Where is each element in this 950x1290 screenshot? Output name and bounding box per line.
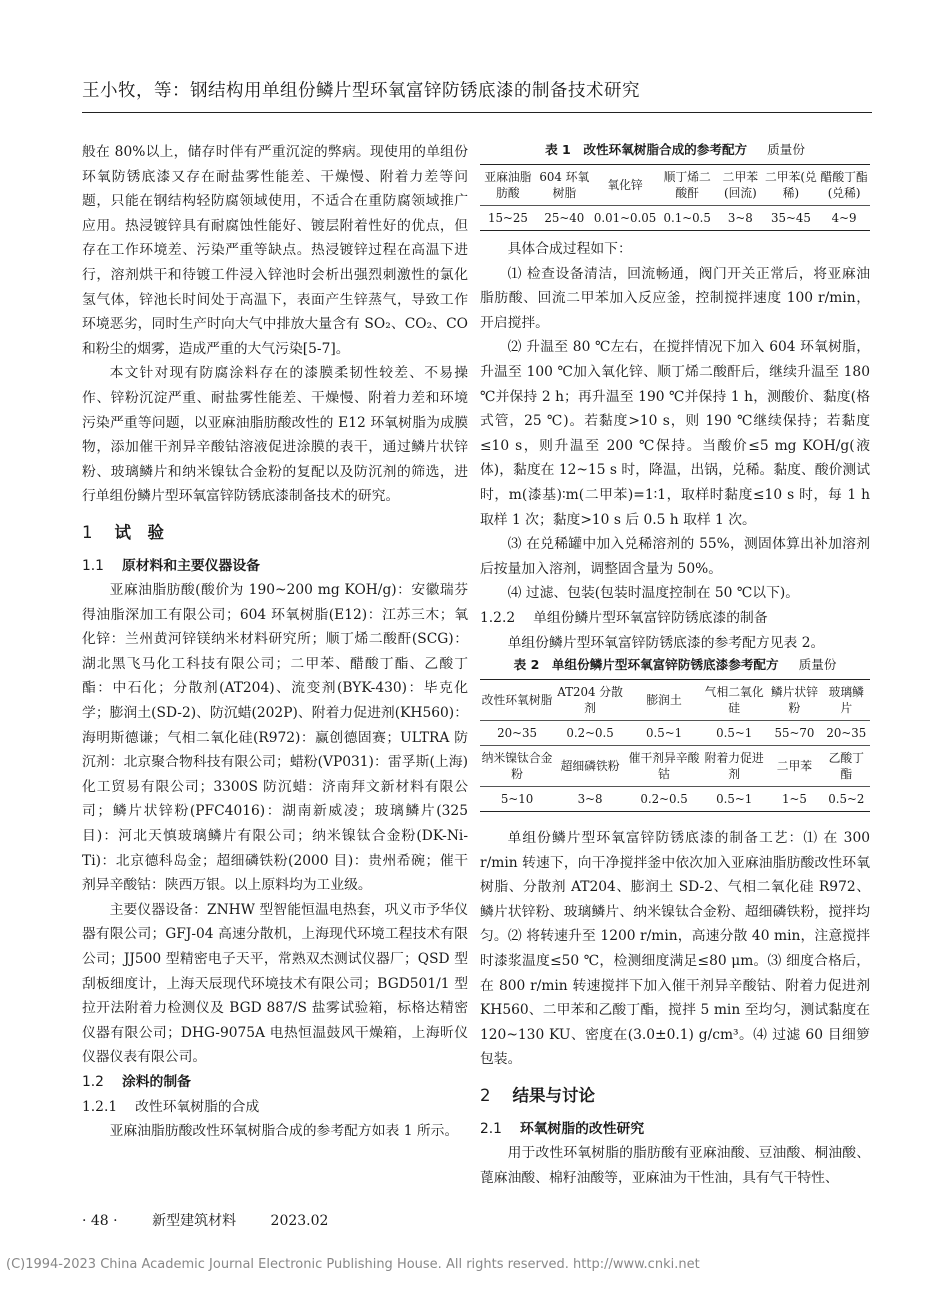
- journal-name: 新型建筑材料: [152, 1213, 237, 1229]
- table-cell: 55~70: [766, 721, 822, 746]
- section-heading-1: 1 试 验: [82, 522, 164, 542]
- table-header-cell: 改性环氧树脂: [480, 680, 554, 721]
- table-header-cell: 顺丁烯二酸酐: [657, 165, 717, 206]
- table-header-cell: 二甲苯(回流): [717, 165, 763, 206]
- table-cell: 35~45: [770, 211, 811, 225]
- table-header-cell: 膨润土: [626, 680, 702, 721]
- table-cell: 3~8: [727, 211, 753, 225]
- table-cell: 4~9: [831, 211, 857, 225]
- table-header-cell: 醋酸丁酯(兑稀): [818, 165, 870, 206]
- section-heading-1-2-1: 1.2.1 改性环氧树脂的合成: [82, 1098, 260, 1115]
- table-1-caption: 表 1 改性环氧树脂合成的参考配方 质量份: [545, 142, 805, 157]
- table-cell: 0.5~1: [716, 792, 753, 807]
- table-header-cell: 氧化锌: [593, 165, 657, 206]
- table-header-cell: 二甲苯: [766, 746, 822, 787]
- table-cell: 0.2~0.5: [554, 721, 626, 746]
- left-column: [82, 140, 468, 1144]
- table-cell: 20~35: [480, 721, 554, 746]
- section-heading-1-2-2: 1.2.2 单组份鳞片型环氧富锌防锈底漆的制备: [480, 609, 768, 626]
- table-header-cell: 纳米镍钛合金粉: [480, 746, 554, 787]
- paragraph: 本文针对现有防腐涂料存在的漆膜柔韧性较差、不易操作、锌粉沉淀严重、耐盐雾性能差、干燥慢、附着力差和环境污染严重等问题，以亚麻油脂肪酸改性的 E12 环氧树脂为成膜物，添加催干剂异辛酸钴溶液促进涂膜的表干，通过鳞片状锌粉、玻璃鳞片和纳米镍钛合金粉的复配以及防沉剂的筛选，进行单组份鳞片型环氧富锌防锈底漆制备技术的研究。: [82, 365, 468, 505]
- table-cell: 0.5~2: [828, 792, 865, 807]
- table-2-caption: 表 2 单组份鳞片型环氧富锌防锈底漆参考配方 质量份: [513, 657, 837, 673]
- step-2: ⑵ 升温至 80 ℃左右，在搅拌情况下加入 604 环氧树脂，升温至 100 ℃加入氧化锌、顺丁烯二酸酐后，继续升温至 180 ℃并保持 2 h；再升温至 190 ℃并保持 1 h，测酸价、黏度(格式管，25 ℃)。若黏度>10 s，则 190 ℃继续保持；若黏度≤10 s，则升温至 200 ℃保持。当酸价≤5 mg KOH/g(液体)，黏度在 12~15 s 时，降温，出锅，兑稀。黏度、酸价测试时，m(漆基)∶m(二甲苯)=1∶1，取样时黏度≤10 s 时，每 1 h 取样 1 次；黏度>10 s 后 0.5 h 取样 1 次。: [480, 339, 870, 528]
- paragraph: 具体合成过程如下：: [507, 241, 632, 257]
- paragraph: 亚麻油脂肪酸改性环氧树脂合成的参考配方如表 1 所示。: [109, 1123, 459, 1140]
- paragraph: 亚麻油脂肪酸(酸价为 190~200 mg KOH/g)：安徽瑞芬得油脂深加工有限公司；604 环氧树脂(E12)：江苏三木；氧化锌：兰州黄河锌镁纳米材料研究所；顺丁烯二酸酐(SCG)：湖北黑飞马化工科技有限公司；二甲苯、醋酸丁酯、乙酸丁酯：中石化；分散剂(AT204)、流变剂(BYK-430)：毕克化学；膨润土(SD-2)、防沉蜡(202P)、附着力促进剂(KH560)：海明斯德谦；气相二氧化硅(R972)：赢创德固赛；ULTRA 防沉剂：北京聚合物科技有限公司；蜡粉(VP031)：雷孚斯(上海)化工贸易有限公司；3300S 防沉蜡：济南拜文新材料有限公司；鳞片状锌粉(PFC4016)：湖南新威凌；玻璃鳞片(325 目)：河北天慎玻璃鳞片有限公司；纳米镍钛合金粉(DK-Ni-Ti)：北京德科岛金；超细磷铁粉(2000 目)：贵州希碗；催干剂异辛酸钴：陕西万银。以上原料均为工业级。: [82, 582, 468, 894]
- table-header-cell: 超细磷铁粉: [554, 746, 626, 787]
- table-cell: 1~5: [781, 792, 807, 807]
- running-header: 王小牧，等：钢结构用单组份鳞片型环氧富锌防锈底漆的制备技术研究: [82, 81, 640, 101]
- section-heading-2: 2 结果与讨论: [480, 1086, 595, 1106]
- step-1: ⑴ 检查设备清洁，回流畅通，阀门开关正常后，将亚麻油脂肪酸、回流二甲苯加入反应釜，控制搅拌速度 100 r/min，开启搅拌。: [480, 265, 870, 331]
- table-2: [480, 679, 870, 812]
- table-header-cell: 催干剂异辛酸钴: [626, 746, 702, 787]
- page-number: · 48 ·: [82, 1213, 118, 1229]
- step-4: ⑷ 过滤、包装(包装时温度控制在 50 ℃以下)。: [507, 585, 800, 602]
- page-footer: [82, 1210, 358, 1230]
- table-cell: 5~10: [500, 792, 534, 807]
- issue-date: 2023.02: [270, 1213, 329, 1229]
- section-heading-2-1: 2.1 环氧树脂的改性研究: [480, 1120, 645, 1137]
- paragraph: 单组份鳞片型环氧富锌防锈底漆的参考配方见表 2。: [507, 634, 825, 651]
- copyright-watermark: (C)1994-2023 China Academic Journal Electronic Publishing House. All rights reserved. http://www.cnki.net: [6, 1257, 700, 1272]
- table-cell: 15~25: [487, 211, 528, 225]
- paragraph: 用于改性环氧树脂的脂肪酸有亚麻油酸、豆油酸、桐油酸、蓖麻油酸、棉籽油酸等，亚麻油为干性油，具有气干特性、: [480, 1145, 870, 1186]
- section-heading-1-1: 1.1 原材料和主要仪器设备: [82, 557, 260, 574]
- section-heading-1-2: 1.2 涂料的制备: [82, 1073, 191, 1090]
- right-column: [480, 140, 870, 1190]
- table-header-cell: 604 环氧树脂: [536, 165, 593, 206]
- table-header-cell: 亚麻油脂肪酸: [480, 165, 536, 206]
- step-3: ⑶ 在兑稀罐中加入兑稀溶剂的 55%，测固体算出补加溶剂后按量加入溶剂，调整固含量为 50%。: [480, 536, 870, 577]
- paragraph: 般在 80%以上，储存时伴有严重沉淀的弊病。现使用的单组份环氧防锈底漆又存在耐盐雾性能差、干燥慢、附着力差等问题，只能在钢结构轻防腐领域使用，不适合在重防腐领域推广应用。热浸镀锌具有耐腐蚀性能好、镀层附着性好的优点，但存在工作环境差、污染严重等缺点。热浸镀锌过程在高温下进行，溶剂烘干和待镀工件浸入锌池时会析出强烈刺激性的氯化氢气体，锌池长时间处于高温下，表面产生锌蒸气，导致工作环境恶劣，同时生产时向大气中排放大量含有 SO₂、CO₂、CO 和粉尘的烟雾，造成严重的大气污染[5-7]。: [82, 144, 468, 357]
- table-header-cell: 玻璃鳞片: [823, 680, 870, 721]
- table-cell: 3~8: [577, 792, 603, 807]
- table-cell: 0.2~0.5: [640, 792, 688, 807]
- table-cell: 20~35: [823, 721, 870, 746]
- paragraph: 主要仪器设备：ZNHW 型智能恒温电热套，巩义市予华仪器有限公司；GFJ-04 高速分散机，上海现代环境工程技术有限公司；JJ500 型精密电子天平，常熟双杰测试仪器厂；QSD 型刮板细度计，上海天辰现代环境技术有限公司；BGD501/1 型拉开法附着力检测仪及 BGD 887/S 盐雾试验箱，标格达精密仪器有限公司；DHG-9075A 电热恒温鼓风干燥箱，上海昕仪仪器仪表有限公司。: [82, 901, 468, 1066]
- table-cell: 0.01~0.05: [593, 211, 657, 225]
- table-header-cell: 鳞片状锌粉: [766, 680, 822, 721]
- table-header-cell: 二甲苯(兑稀): [764, 165, 819, 206]
- table-header-cell: 气相二氧化硅: [702, 680, 766, 721]
- table-cell: 0.5~1: [702, 721, 766, 746]
- paragraph: 单组份鳞片型环氧富锌防锈底漆的制备工艺：⑴ 在 300 r/min 转速下，向干净搅拌釜中依次加入亚麻油脂肪酸改性环氧树脂、分散剂 AT204、膨润土 SD-2、气相二氧化硅 R972、鳞片状锌粉、玻璃鳞片、纳米镍钛合金粉、超细磷铁粉，搅拌均匀。⑵ 将转速升至 1200 r/min，高速分散 40 min，注意搅拌时漆浆温度≤50 ℃，检测细度满足≤80 μm。⑶ 细度合格后，在 800 r/min 转速搅拌下加入催干剂异辛酸钴、附着力促进剂 KH560、二甲苯和乙酸丁酯，搅拌 5 min 至均匀，测试黏度在 120~130 KU、密度在(3.0±0.1) g/cm³。⑷ 过滤 60 目细箩包装。: [480, 830, 870, 1068]
- table-header-cell: AT204 分散剂: [554, 680, 626, 721]
- table-cell: 25~40: [544, 211, 585, 225]
- table-1: [480, 164, 870, 231]
- table-header-cell: 乙酸丁酯: [823, 746, 870, 787]
- table-header-cell: 附着力促进剂: [702, 746, 766, 787]
- table-cell: 0.1~0.5: [663, 211, 711, 225]
- table-cell: 0.5~1: [626, 721, 702, 746]
- header-rule: [82, 112, 872, 113]
